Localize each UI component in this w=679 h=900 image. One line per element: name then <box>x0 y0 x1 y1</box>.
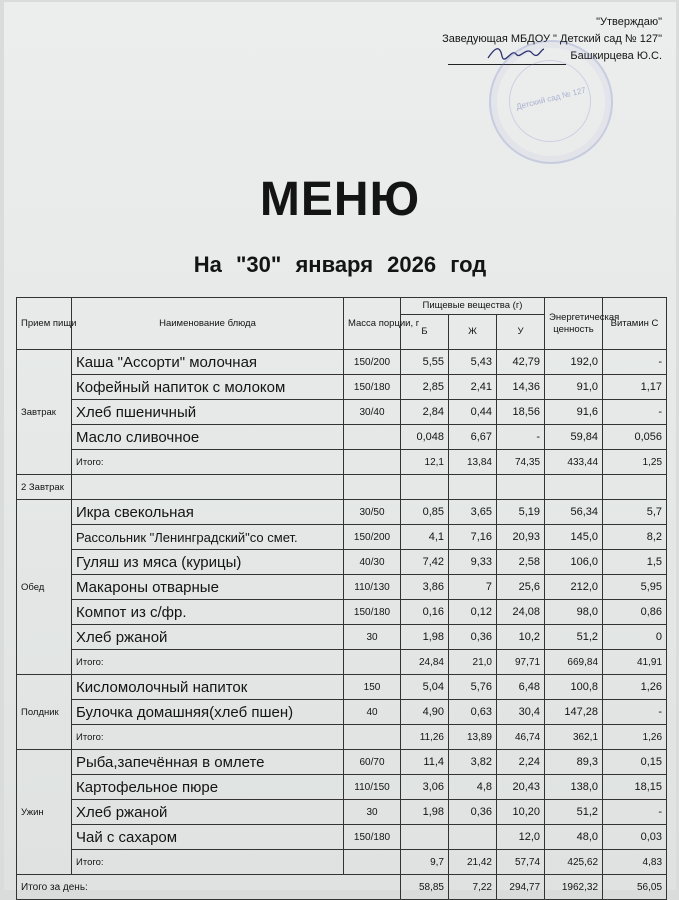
meal-label: Ужин <box>17 750 72 875</box>
value-vit: 8,2 <box>603 525 667 550</box>
value-vit: 1,26 <box>603 675 667 700</box>
dish-name: Гуляш из мяса (курицы) <box>72 550 344 575</box>
value-energy: 56,34 <box>545 500 603 525</box>
value-b: 3,06 <box>401 775 449 800</box>
value-zh: 6,67 <box>449 425 497 450</box>
value-b: 0,048 <box>401 425 449 450</box>
portion-mass: 60/70 <box>344 750 401 775</box>
value-u: 30,4 <box>497 700 545 725</box>
value-b: 0,16 <box>401 600 449 625</box>
value-b: 1,98 <box>401 800 449 825</box>
value-u: 20,93 <box>497 525 545 550</box>
value-zh: 7,16 <box>449 525 497 550</box>
dish-name: Хлеб пшеничный <box>72 400 344 425</box>
portion-mass: 150/200 <box>344 350 401 375</box>
subtotal-b: 24,84 <box>401 650 449 675</box>
value-b: 3,86 <box>401 575 449 600</box>
subtotal-b: 9,7 <box>401 850 449 875</box>
date-month: января <box>295 252 374 277</box>
value-energy: 91,6 <box>545 400 603 425</box>
empty-cell <box>344 650 401 675</box>
subtotal-zh: 21,42 <box>449 850 497 875</box>
portion-mass: 40 <box>344 700 401 725</box>
value-u: 25,6 <box>497 575 545 600</box>
subtotal-label: Итого: <box>72 450 344 475</box>
dish-name: Чай с сахаром <box>72 825 344 850</box>
value-u: 10,20 <box>497 800 545 825</box>
value-vit: 0,03 <box>603 825 667 850</box>
dish-name: Картофельное пюре <box>72 775 344 800</box>
empty-cell <box>344 850 401 875</box>
table-row <box>17 675 667 700</box>
portion-mass: 110/130 <box>344 575 401 600</box>
subtotal-energy: 362,1 <box>545 725 603 750</box>
value-u: 20,43 <box>497 775 545 800</box>
value-zh: 4,8 <box>449 775 497 800</box>
portion-mass: 30 <box>344 625 401 650</box>
subtotal-u: 74,35 <box>497 450 545 475</box>
dish-name: Хлеб ржаной <box>72 800 344 825</box>
dish-name: Булочка домашняя(хлеб пшен) <box>72 700 344 725</box>
empty-cell <box>344 450 401 475</box>
value-u: 6,48 <box>497 675 545 700</box>
value-energy: 138,0 <box>545 775 603 800</box>
value-b: 2,85 <box>401 375 449 400</box>
table-row <box>17 600 667 625</box>
value-vit: - <box>603 700 667 725</box>
stamp-seal: Детский сад № 127 <box>489 40 613 164</box>
header-b: Б <box>401 315 449 350</box>
table-row <box>17 750 667 775</box>
value-vit: - <box>603 800 667 825</box>
day-total-zh: 7,22 <box>449 875 497 900</box>
value-zh: 5,76 <box>449 675 497 700</box>
portion-mass: 150 <box>344 675 401 700</box>
value-zh: 9,33 <box>449 550 497 575</box>
value-energy: 98,0 <box>545 600 603 625</box>
day-total-b: 58,85 <box>401 875 449 900</box>
value-energy: 89,3 <box>545 750 603 775</box>
subtotal-zh: 21,0 <box>449 650 497 675</box>
value-u: 10,2 <box>497 625 545 650</box>
empty-cell <box>401 475 449 500</box>
table-row <box>17 525 667 550</box>
portion-mass: 40/30 <box>344 550 401 575</box>
value-energy: 145,0 <box>545 525 603 550</box>
table-row <box>17 375 667 400</box>
value-vit: 0 <box>603 625 667 650</box>
value-vit: 1,5 <box>603 550 667 575</box>
subtotal-vit: 41,91 <box>603 650 667 675</box>
subtotal-row <box>17 725 667 750</box>
table-row <box>17 400 667 425</box>
date-prefix: На <box>193 252 222 277</box>
table-row <box>17 800 667 825</box>
portion-mass: 150/180 <box>344 375 401 400</box>
subtotal-label: Итого: <box>72 650 344 675</box>
value-u: 24,08 <box>497 600 545 625</box>
empty-cell <box>603 475 667 500</box>
portion-mass: 30/50 <box>344 500 401 525</box>
table-row <box>17 825 667 850</box>
subtotal-row <box>17 650 667 675</box>
value-vit: 5,95 <box>603 575 667 600</box>
value-energy: 106,0 <box>545 550 603 575</box>
approval-heading: "Утверждаю" <box>596 16 662 28</box>
value-b: 5,55 <box>401 350 449 375</box>
value-b: 2,84 <box>401 400 449 425</box>
subtotal-vit: 1,25 <box>603 450 667 475</box>
subtotal-b: 12,1 <box>401 450 449 475</box>
subtotal-row <box>17 450 667 475</box>
value-energy: 48,0 <box>545 825 603 850</box>
portion-mass: 30 <box>344 800 401 825</box>
value-vit: 0,86 <box>603 600 667 625</box>
value-vit: - <box>603 350 667 375</box>
dish-name: Компот из с/фр. <box>72 600 344 625</box>
date-suffix: год <box>450 252 487 277</box>
header-u: У <box>497 315 545 350</box>
portion-mass: 110/150 <box>344 775 401 800</box>
day-total-row <box>17 875 667 900</box>
table-row <box>17 350 667 375</box>
header-meal: Прием пищи <box>17 298 72 350</box>
dish-name: Икра свекольная <box>72 500 344 525</box>
portion-mass: 150/180 <box>344 825 401 850</box>
value-b: 4,1 <box>401 525 449 550</box>
date-day: "30" <box>235 252 282 277</box>
subtotal-row <box>17 850 667 875</box>
portion-mass: 30/40 <box>344 400 401 425</box>
subtotal-vit: 4,83 <box>603 850 667 875</box>
value-zh: 2,41 <box>449 375 497 400</box>
subtotal-zh: 13,89 <box>449 725 497 750</box>
dish-name: Макароны отварные <box>72 575 344 600</box>
value-zh: 0,36 <box>449 800 497 825</box>
portion-mass <box>344 425 401 450</box>
empty-cell <box>449 475 497 500</box>
header-vitamin: Витамин С <box>603 298 667 350</box>
table-row <box>17 500 667 525</box>
dish-name: Хлеб ржаной <box>72 625 344 650</box>
subtotal-vit: 1,26 <box>603 725 667 750</box>
value-vit: 1,17 <box>603 375 667 400</box>
subtotal-zh: 13,84 <box>449 450 497 475</box>
dish-name: Рассольник "Ленинградский"со смет. <box>72 525 344 550</box>
value-vit: 5,7 <box>603 500 667 525</box>
meal-label: 2 Завтрак <box>17 475 72 500</box>
dish-name: Кофейный напиток с молоком <box>72 375 344 400</box>
value-zh: 7 <box>449 575 497 600</box>
day-total-energy: 1962,32 <box>545 875 603 900</box>
director-name: Башкирцева Ю.С. <box>570 50 662 62</box>
empty-cell <box>545 475 603 500</box>
page-title: МЕНЮ <box>259 173 421 226</box>
value-b <box>401 825 449 850</box>
header-zh: Ж <box>449 315 497 350</box>
day-total-u: 294,77 <box>497 875 545 900</box>
value-b: 11,4 <box>401 750 449 775</box>
value-energy: 100,8 <box>545 675 603 700</box>
value-b: 1,98 <box>401 625 449 650</box>
menu-table-body <box>17 350 667 900</box>
dish-name: Масло сливочное <box>72 425 344 450</box>
dish-name: Рыба,запечённая в омлете <box>72 750 344 775</box>
empty-cell <box>344 725 401 750</box>
portion-mass: 150/200 <box>344 525 401 550</box>
empty-cell <box>72 475 344 500</box>
value-b: 0,85 <box>401 500 449 525</box>
value-zh: 3,65 <box>449 500 497 525</box>
date-year: 2026 <box>387 252 437 277</box>
menu-table <box>16 297 667 900</box>
subtotal-u: 57,74 <box>497 850 545 875</box>
header-energy: Энергетическая ценность <box>545 298 603 350</box>
value-zh: 0,36 <box>449 625 497 650</box>
value-u: 5,19 <box>497 500 545 525</box>
dish-name: Каша "Ассорти" молочная <box>72 350 344 375</box>
header-nutrients: Пищевые вещества (г) <box>401 298 545 315</box>
menu-date <box>4 252 676 278</box>
value-u: 18,56 <box>497 400 545 425</box>
meal-label: Завтрак <box>17 350 72 475</box>
table-row <box>17 700 667 725</box>
value-zh: 0,12 <box>449 600 497 625</box>
value-zh: 0,63 <box>449 700 497 725</box>
subtotal-u: 97,71 <box>497 650 545 675</box>
value-u: 2,24 <box>497 750 545 775</box>
value-b: 4,90 <box>401 700 449 725</box>
day-total-label: Итого за день: <box>17 875 401 900</box>
value-u: 2,58 <box>497 550 545 575</box>
table-row <box>17 475 667 500</box>
value-u: 42,79 <box>497 350 545 375</box>
subtotal-energy: 433,44 <box>545 450 603 475</box>
value-energy: 91,0 <box>545 375 603 400</box>
value-vit: 0,056 <box>603 425 667 450</box>
menu-sheet <box>4 2 676 893</box>
subtotal-energy: 669,84 <box>545 650 603 675</box>
value-zh <box>449 825 497 850</box>
meal-label: Обед <box>17 500 72 675</box>
subtotal-label: Итого: <box>72 850 344 875</box>
value-u: - <box>497 425 545 450</box>
meal-label: Полдник <box>17 675 72 750</box>
subtotal-b: 11,26 <box>401 725 449 750</box>
empty-cell <box>344 475 401 500</box>
table-row <box>17 625 667 650</box>
header-dish: Наименование блюда <box>72 298 344 350</box>
subtotal-energy: 425,62 <box>545 850 603 875</box>
table-row <box>17 550 667 575</box>
table-row <box>17 425 667 450</box>
day-total-vit: 56,05 <box>603 875 667 900</box>
value-vit: 0,15 <box>603 750 667 775</box>
table-row <box>17 775 667 800</box>
value-vit: - <box>603 400 667 425</box>
value-zh: 3,82 <box>449 750 497 775</box>
value-energy: 212,0 <box>545 575 603 600</box>
value-energy: 192,0 <box>545 350 603 375</box>
value-energy: 59,84 <box>545 425 603 450</box>
value-energy: 147,28 <box>545 700 603 725</box>
value-zh: 0,44 <box>449 400 497 425</box>
value-u: 12,0 <box>497 825 545 850</box>
value-vit: 18,15 <box>603 775 667 800</box>
dish-name: Кисломолочный напиток <box>72 675 344 700</box>
table-row <box>17 575 667 600</box>
value-b: 5,04 <box>401 675 449 700</box>
empty-cell <box>497 475 545 500</box>
subtotal-u: 46,74 <box>497 725 545 750</box>
value-energy: 51,2 <box>545 800 603 825</box>
value-u: 14,36 <box>497 375 545 400</box>
value-energy: 51,2 <box>545 625 603 650</box>
portion-mass: 150/180 <box>344 600 401 625</box>
approval-position: Заведующая МБДОУ " Детский сад № 127" <box>442 33 662 45</box>
subtotal-label: Итого: <box>72 725 344 750</box>
value-zh: 5,43 <box>449 350 497 375</box>
header-mass: Масса порции, г <box>344 298 401 350</box>
value-b: 7,42 <box>401 550 449 575</box>
